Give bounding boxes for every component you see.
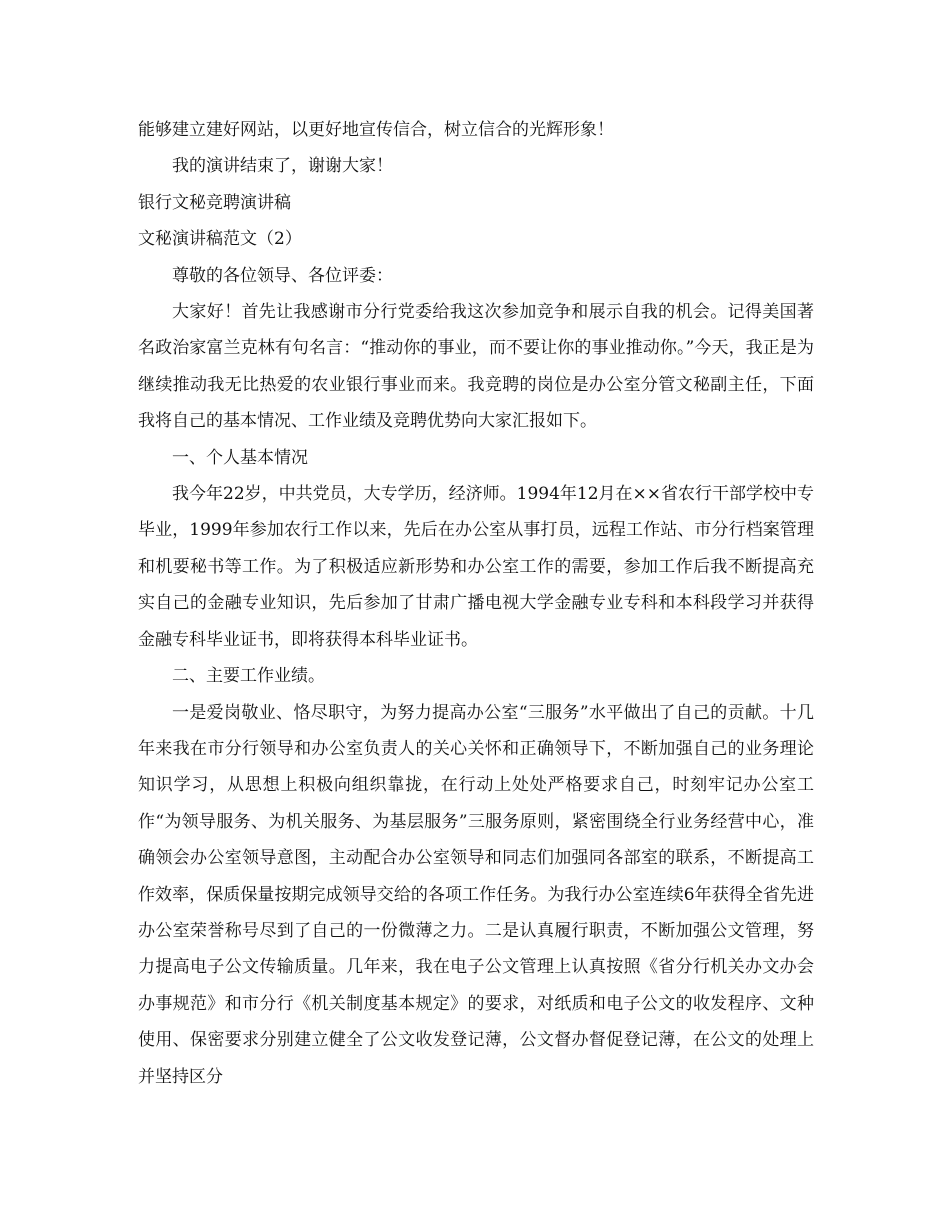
- section-heading: 一、个人基本情况: [172, 447, 308, 468]
- paragraph: 能够建立建好网站，以更好地宣传信合，树立信合的光辉形象！: [138, 120, 614, 140]
- paragraph: 大家好！首先让我感谢市分行党委给我这次参加竞争和展示自我的机会。记得美国著名政治家富兰克林有句名言：“推动你的事业，而不要让你的事业推动你。”今天，我正是为继续推动我无比热爱的农业银行事业而来。我竞聘的岗位是办公室分管文秘副主任，下面我将自己的基本情况、工作业绩及竞聘优势向大家汇报如下。: [138, 302, 814, 432]
- paragraph: 一是爱岗敬业、恪尽职守，为努力提高办公室“三服务”水平做出了自己的贡献。十几年来我在市分行领导和办公室负责人的关心关怀和正确领导下，不断加强自己的业务理论知识学习，从思想上积极向组织靠拢，在行动上处处严格要求自己，时刻牢记办公室工作“为领导服务、为机关服务、为基层服务”三服务原则，紧密围绕全行业务经营中心，准确领会办公室领导意图，主动配合办公室领导和同志们加强同各部室的联系，不断提高工作效率，保质保量按期完成领导交给的各项工作任务。为我行办公室连续6年获得全省先进办公室荣誉称号尽到了自己的一份微薄之力。二是认真履行职责，不断加强公文管理，努力提高电子公文传输质量。几年来，我在电子公文管理上认真按照《省分行机关办文办会办事规范》和市分行《机关制度基本规定》的要求，对纸质和电子公文的收发程序、文种使用、保密要求分别建立健全了公文收发登记薄，公文督办督促登记薄，在公文的处理上并坚持区分: [138, 702, 814, 1087]
- document-heading: 银行文秘竞聘演讲稿: [138, 192, 291, 213]
- salutation: 尊敬的各位领导、各位评委：: [172, 265, 393, 286]
- section-heading: 二、主要工作业绩。: [172, 666, 325, 687]
- paragraph: 我今年22岁，中共党员，大专学历，经济师。1994年12月在××省农行干部学校中专毕业，1999年参加农行工作以来，先后在办公室从事打员，远程工作站、市分行档案管理和机要秘书等工作。为了积极适应新形势和办公室工作的需要，参加工作后我不断提高充实自己的金融专业知识，先后参加了甘肃广播电视大学金融专业专科和本科段学习并获得金融专科毕业证书，即将获得本科毕业证书。: [138, 484, 815, 650]
- document-subheading: 文秘演讲稿范文（2）: [138, 229, 302, 250]
- paragraph: 我的演讲结束了，谢谢大家！: [172, 156, 393, 177]
- document-body: [138, 112, 814, 1095]
